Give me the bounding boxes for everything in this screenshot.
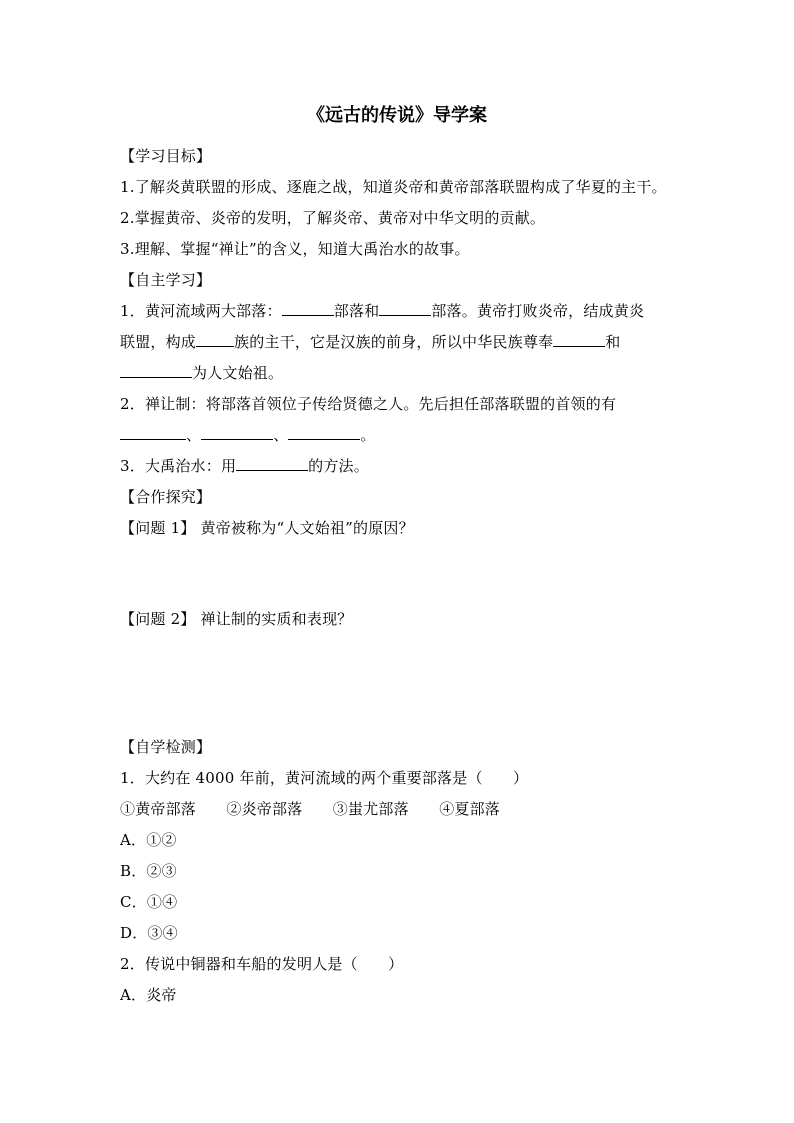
check-question-1: 1．大约在 4000 年前，黄河流域的两个重要部落是（ ） <box>120 769 529 787</box>
q1-text-g: 为人文始祖。 <box>192 364 284 382</box>
q2-sep-1: 、 <box>186 426 202 444</box>
q2-end: 。 <box>360 426 376 444</box>
q1-text-b: 部落和 <box>333 302 380 320</box>
fill-blank[interactable] <box>120 363 192 378</box>
check-question-2: 2．传说中铜器和车船的发明人是（ ） <box>120 955 404 973</box>
option-c[interactable]: C．①④ <box>120 893 178 911</box>
check-heading: 【自学检测】 <box>120 738 212 756</box>
question-1-text: 黄帝被称为“人文始祖”的原因？ <box>200 519 414 537</box>
q2-sep-2: 、 <box>273 426 289 444</box>
fill-blank[interactable] <box>201 425 273 440</box>
self-study-q3 <box>120 456 369 476</box>
goals-heading: 【学习目标】 <box>120 147 212 165</box>
q3-text-a: 3．大禹治水：用 <box>120 457 237 475</box>
option-a[interactable]: A．炎帝 <box>120 986 177 1004</box>
option-a[interactable]: A．①② <box>120 831 177 849</box>
question-2-text: 禅让制的实质和表现？ <box>200 610 353 628</box>
self-study-q2-line2 <box>120 425 376 445</box>
cooperate-question-2 <box>120 609 353 629</box>
cooperate-question-1 <box>120 518 414 538</box>
q1-text-e: 族的主干，它是汉族的前身，所以中华民族尊奉 <box>234 333 554 351</box>
question-2-label: 【问题 2】 <box>120 610 196 628</box>
goal-item-2: 2.掌握黄帝、炎帝的发明，了解炎帝、黄帝对中华文明的贡献。 <box>120 209 546 227</box>
goal-item-1: 1.了解炎黄联盟的形成、逐鹿之战，知道炎帝和黄帝部落联盟构成了华夏的主干。 <box>120 178 667 196</box>
fill-blank[interactable] <box>196 332 234 347</box>
self-study-q1-line1 <box>120 301 644 321</box>
fill-blank[interactable] <box>282 301 334 316</box>
fill-blank[interactable] <box>288 425 360 440</box>
option-b[interactable]: B．②③ <box>120 862 177 880</box>
option-d[interactable]: D．③④ <box>120 924 178 942</box>
self-study-heading: 【自主学习】 <box>120 271 212 289</box>
self-study-q1-line3 <box>120 363 283 383</box>
fill-blank[interactable] <box>379 301 431 316</box>
fill-blank[interactable] <box>553 332 605 347</box>
check-question-1-items: ①黄帝部落 ②炎帝部落 ③蚩尤部落 ④夏部落 <box>120 800 501 818</box>
q1-text-a: 1．黄河流域两大部落： <box>120 302 282 320</box>
question-1-label: 【问题 1】 <box>120 519 196 537</box>
q1-text-f: 和 <box>605 333 621 351</box>
q1-text-c: 部落。黄帝打败炎帝，结成黄炎 <box>431 302 645 320</box>
goal-item-3: 3.理解、掌握“禅让”的含义，知道大禹治水的故事。 <box>120 240 470 258</box>
self-study-q1-line2 <box>120 332 620 352</box>
cooperate-heading: 【合作探究】 <box>120 488 212 506</box>
q3-text-b: 的方法。 <box>308 457 369 475</box>
fill-blank[interactable] <box>236 456 308 471</box>
page-title: 《远古的传说》导学案 <box>307 105 487 126</box>
q1-text-d: 联盟，构成 <box>120 333 197 351</box>
fill-blank[interactable] <box>120 425 186 440</box>
self-study-q2-line1: 2．禅让制：将部落首领位子传给贤德之人。先后担任部落联盟的首领的有 <box>120 395 617 413</box>
